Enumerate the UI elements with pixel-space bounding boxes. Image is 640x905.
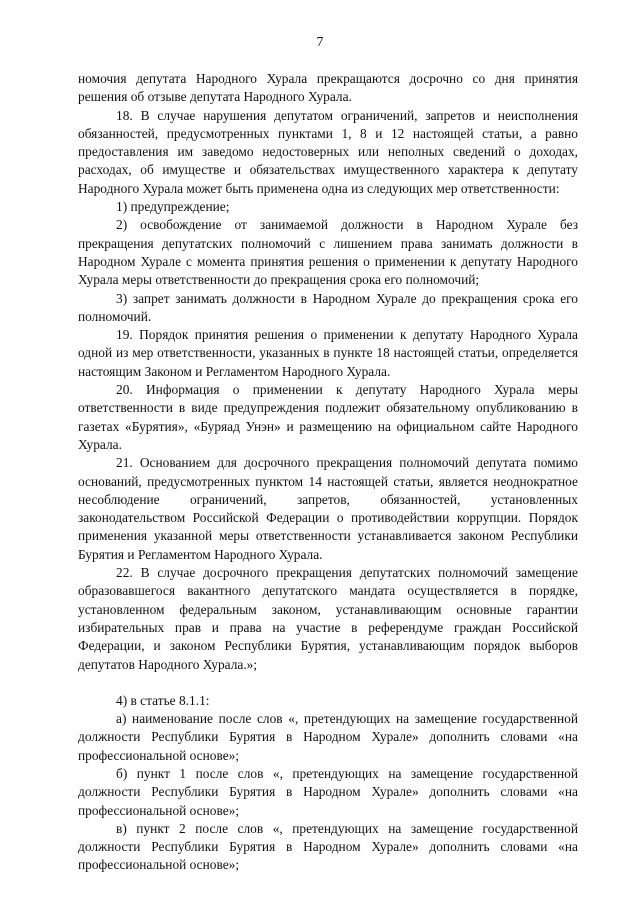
paragraph: 2) освобождение от занимаемой должности в Народном Хурале без прекращения депутатских полномочий с лишением права занимать должности в Народном Хурале с момента принятия решения о применении к депутату Народного Хурала меры ответственности до прекращения срока его полномочий; — [78, 217, 578, 288]
paragraph: 19. Порядок принятия решения о применении к депутату Народного Хурала одной из мер ответственности, указанных в пункте 18 настоящей статьи, определяется настоящим Законом и Регламентом Народного Хурала. — [78, 327, 578, 379]
document-body — [78, 70, 578, 875]
paragraph: 20. Информация о применении к депутату Народного Хурала меры ответственности в виде предупреждения подлежит обязательному опубликованию в газетах «Бурятия», «Буряад Унэн» и размещению на официальном сайте Народного Хурала. — [78, 382, 578, 452]
paragraph: а) наименование после слов «, претендующих на замещение государственной должности Республики Бурятия в Народном Хурале» дополнить словами «на профессиональной основе»; — [78, 711, 578, 763]
paragraph: 1) предупреждение; — [116, 199, 230, 215]
paragraph: 21. Основанием для досрочного прекращения полномочий депутата помимо оснований, предусмотренных пунктом 14 настоящей статьи, является неоднократное несоблюдение ограничений, запретов, обязанностей, установленных законодательством Российской Федерации о противодействии коррупции. Порядок применения указанной меры ответственности устанавливается законом Республики Бурятия и Регламентом Народного Хурала. — [78, 455, 578, 562]
paragraph: 22. В случае досрочного прекращения депутатских полномочий замещение образовавшегося вакантного депутатского мандата осуществляется в порядке, установленном федеральным законом, устанавливающим основные гарантии избирательных прав и права на участие в референдуме граждан Российской Федерации, и законом Республики Бурятия, устанавливающим порядок выборов депутатов Народного Хурала.»; — [78, 565, 578, 672]
paragraph: б) пункт 1 после слов «, претендующих на замещение государственной должности Республики Бурятия в Народном Хурале» дополнить словами «на профессиональной основе»; — [78, 765, 578, 818]
paragraph: 4) в статье 8.1.1: — [116, 692, 210, 708]
paragraph: 3) запрет занимать должности в Народном Хурале до прекращения срока его полномочий. — [78, 290, 578, 324]
page-number: 7 — [316, 35, 324, 50]
paragraph: 18. В случае нарушения депутатом ограничений, запретов и неисполнения обязанностей, предусмотренных пунктами 1, 8 и 12 настоящей статьи, а равно предоставления им заведомо недостоверных или неполных сведений о доходах, расходах, об имуществе и обязательствах имущественного характера к депутату Народного Хурала может быть применена одна из следующих мер ответственности: — [78, 107, 578, 196]
paragraph: номочия депутата Народного Хурала прекращаются досрочно со дня принятия решения об отзыве депутата Народного Хурала. — [78, 71, 578, 105]
paragraph: в) пункт 2 после слов «, претендующих на замещение государственной должности Республики Бурятия в Народном Хурале» дополнить словами «на профессиональной основе»; — [78, 820, 578, 873]
